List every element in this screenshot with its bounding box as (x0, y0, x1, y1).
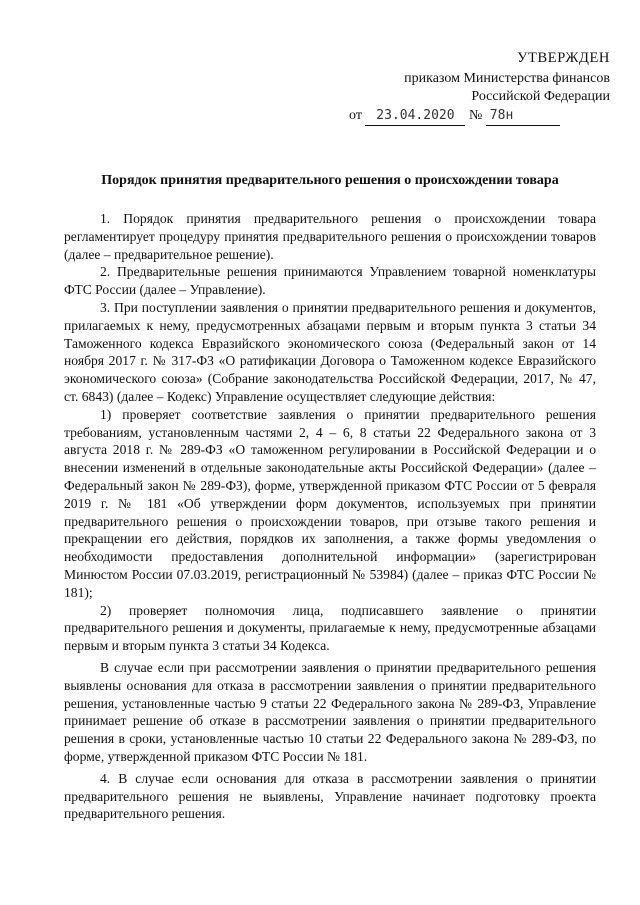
order-number: 78н (486, 107, 560, 126)
paragraph-3: 3. При поступлении заявления о принятии предварительного решения и документов, прилагаемых к нему, предусмотренных абзацами первым и вторым пункта 3 статьи 34 Таможенного кодекса Евразийского экономического союза (Федеральный закон от 14 ноября 2017 г. № 317-ФЗ «О ратификации Договора о Таможенном кодексе Евразийского экономического союза» (Собрание законодательства Российской Федерации, 2017, № 47, ст. 6843) (далее – Кодекс) Управление осуществляет следующие действия: (64, 299, 596, 404)
approval-title: УТВЕРЖДЕН (517, 50, 610, 66)
document-body (64, 210, 596, 823)
approval-line-ministry: приказом Министерства финансов (404, 70, 610, 86)
paragraph-2: 2. Предварительные решения принимаются Управлением товарной номенклатуры ФТС России (далее – Управление). (64, 264, 596, 298)
paragraph-1: 1. Порядок принятия предварительного решения о происхождении товара регламентирует процедуру принятия предварительного решения о происхождении товаров (далее – предварительное решение). (64, 211, 596, 262)
order-date: 23.04.2020 (365, 107, 465, 126)
approval-line-country: Российской Федерации (471, 88, 610, 104)
date-prefix: от (349, 108, 362, 123)
paragraph-3-refusal: В случае если при рассмотрении заявления о принятии предварительного решения выявлены основания для отказа в рассмотрении заявления о принятии предварительного решения, установленные частью 9 статьи 22 Федерального закона № 289-ФЗ, Управление принимает решение об отказе в рассмотрении заявления о принятии предварительного решения в сроки, установленные частью 10 статьи 22 Федерального закона № 289-ФЗ, по форме, утвержденной приказом ФТС России № 181. (64, 659, 596, 764)
paragraph-3-item-1: 1) проверяет соответствие заявления о принятии предварительного решения требованиям, установленным частями 2, 4 – 6, 8 статьи 22 Федерального закона от 3 августа 2018 г. № 289-ФЗ «О таможенном регулировании в Российской Федерации и о внесении изменений в отдельные законодательные акты Российской Федерации» (далее – Федеральный закон № 289-ФЗ), форме, утвержденной приказом ФТС России от 5 февраля 2019 г. № 181 «Об утверждении форм документов, используемых при принятии предварительного решения о происхождении товаров, при отзыве такого решения и прекращении его действия, порядков их заполнения, а также формы уведомления о необходимости предоставления дополнительной информации» (зарегистрирован Минюстом России 07.03.2019, регистрационный № 53984) (далее – приказ ФТС России № 181); (64, 406, 596, 600)
document-title: Порядок принятия предварительного решения о происхождении товара (101, 173, 559, 188)
paragraph-4: 4. В случае если основания для отказа в рассмотрении заявления о принятии предварительного решения не выявлены, Управление начинает подготовку проекта предварительного решения. (64, 770, 596, 822)
paragraph-3-item-2: 2) проверяет полномочия лица, подписавшего заявление о принятии предварительного решения и документы, прилагаемые к нему, предусмотренные абзацами первым и вторым пункта 3 статьи 34 Кодекса. (64, 602, 596, 654)
approval-block (340, 50, 610, 106)
number-prefix: № (468, 108, 483, 123)
order-date-number-line (349, 107, 560, 126)
